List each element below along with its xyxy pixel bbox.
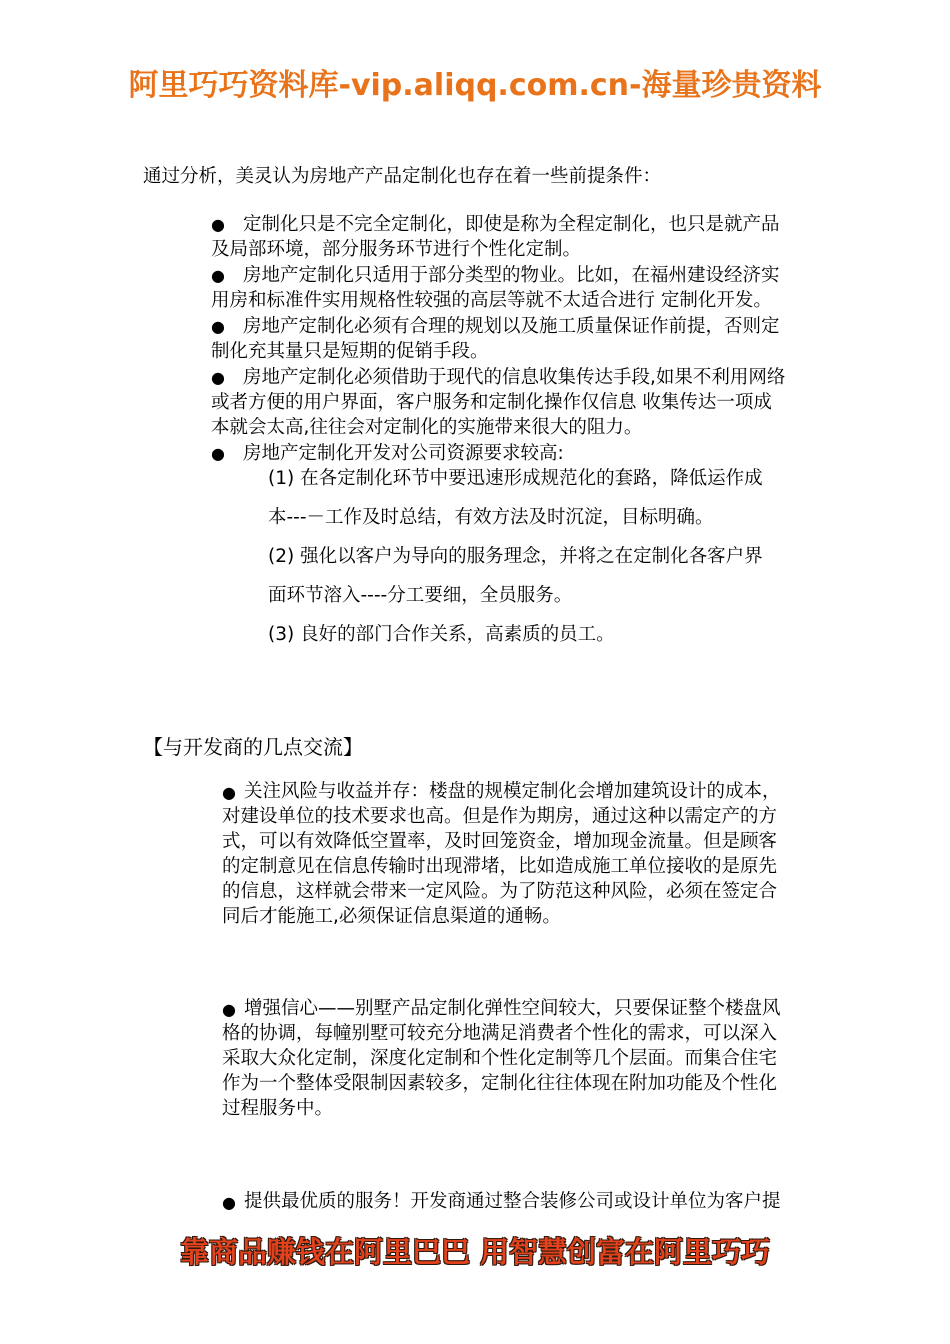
exchange-1-line-2: 对建设单位的技术要求也高。但是作为期房，通过这种以需定产的方 bbox=[222, 806, 778, 827]
exchange-2-line-1: 增强信心——别墅产品定制化弹性空间较大，只要保证整个楼盘风 bbox=[244, 998, 781, 1019]
condition-3-line-2: 制化充其量只是短期的促销手段。 bbox=[211, 341, 489, 362]
condition-4-line-2: 或者方便的用户界面，客户服务和定制化操作仅信息 收集传达一项成 bbox=[211, 392, 772, 413]
bullet-icon: ● bbox=[222, 783, 236, 802]
condition-1-line-1: 定制化只是不完全定制化，即使是称为全程定制化，也只是就产品 bbox=[243, 214, 780, 235]
bullet-icon: ● bbox=[211, 368, 225, 387]
exchange-2-line-4: 作为一个整体受限制因素较多，定制化往往体现在附加功能及个性化 bbox=[222, 1073, 778, 1094]
exchange-2-line-3: 采取大众化定制，深度化定制和个性化定制等几个层面。而集合住宅 bbox=[222, 1048, 778, 1069]
condition-1-line-2: 及局部环境，部分服务环节进行个性化定制。 bbox=[211, 239, 582, 260]
condition-4-line-1: 房地产定制化必须借助于现代的信息收集传达手段,如果不利用网络 bbox=[243, 367, 786, 388]
condition-2-line-2: 用房和标准件实用规格性较强的高层等就不太适合进行 定制化开发。 bbox=[211, 290, 772, 311]
exchange-1-line-4: 的定制意见在信息传输时出现滞堵，比如造成施工单位接收的是原先 bbox=[222, 856, 778, 877]
section-title: 【与开发商的几点交流】 bbox=[143, 735, 363, 759]
exchange-1-line-5: 的信息，这样就会带来一定风险。为了防范这种风险，必须在签定合 bbox=[222, 881, 778, 902]
sub-item-1-line-2: 本---－工作及时总结，有效方法及时沉淀，目标明确。 bbox=[268, 507, 714, 528]
condition-5-line-1: 房地产定制化开发对公司资源要求较高: bbox=[243, 443, 564, 464]
footer-banner: 靠商品赚钱在阿里巴巴 用智慧创富在阿里巧巧 bbox=[179, 1235, 771, 1269]
sub-item-2-line-2: 面环节溶入----分工要细，全员服务。 bbox=[268, 585, 573, 606]
sub-item-3-line-1: (3) 良好的部门合作关系，高素质的员工。 bbox=[268, 624, 615, 645]
bullet-icon: ● bbox=[211, 215, 225, 234]
exchange-1-line-6: 同后才能施工,必须保证信息渠道的通畅。 bbox=[222, 906, 561, 927]
bullet-icon: ● bbox=[211, 317, 225, 336]
exchange-3-line-1: 提供最优质的服务！开发商通过整合装修公司或设计单位为客户提 bbox=[244, 1191, 781, 1212]
exchange-1-line-3: 式，可以有效降低空置率，及时回笼资金，增加现金流量。但是顾客 bbox=[222, 831, 778, 852]
bullet-icon: ● bbox=[222, 1000, 236, 1019]
intro-text: 通过分析，美灵认为房地产产品定制化也存在着一些前提条件： bbox=[143, 166, 662, 187]
sub-item-2-line-1: (2) 强化以客户为导向的服务理念，并将之在定制化各客户界 bbox=[268, 546, 763, 567]
condition-3-line-1: 房地产定制化必须有合理的规划以及施工质量保证作前提，否则定 bbox=[243, 316, 780, 337]
condition-4-line-3: 本就会太高,往往会对定制化的实施带来很大的阻力。 bbox=[211, 417, 643, 438]
bullet-icon: ● bbox=[211, 444, 225, 463]
exchange-1-line-1: 关注风险与收益并存：楼盘的规模定制化会增加建筑设计的成本， bbox=[244, 781, 781, 802]
bullet-icon: ● bbox=[211, 266, 225, 285]
bullet-icon: ● bbox=[222, 1193, 236, 1212]
sub-item-1-line-1: (1) 在各定制化环节中要迅速形成规范化的套路，降低运作成 bbox=[268, 468, 763, 489]
exchange-2-line-2: 格的协调，每幢别墅可较充分地满足消费者个性化的需求，可以深入 bbox=[222, 1023, 778, 1044]
header-banner: 阿里巧巧资料库-vip.aliqq.com.cn-海量珍贵资料 bbox=[128, 68, 822, 103]
exchange-2-line-5: 过程服务中。 bbox=[222, 1098, 334, 1119]
condition-2-line-1: 房地产定制化只适用于部分类型的物业。比如，在福州建设经济实 bbox=[243, 265, 780, 286]
